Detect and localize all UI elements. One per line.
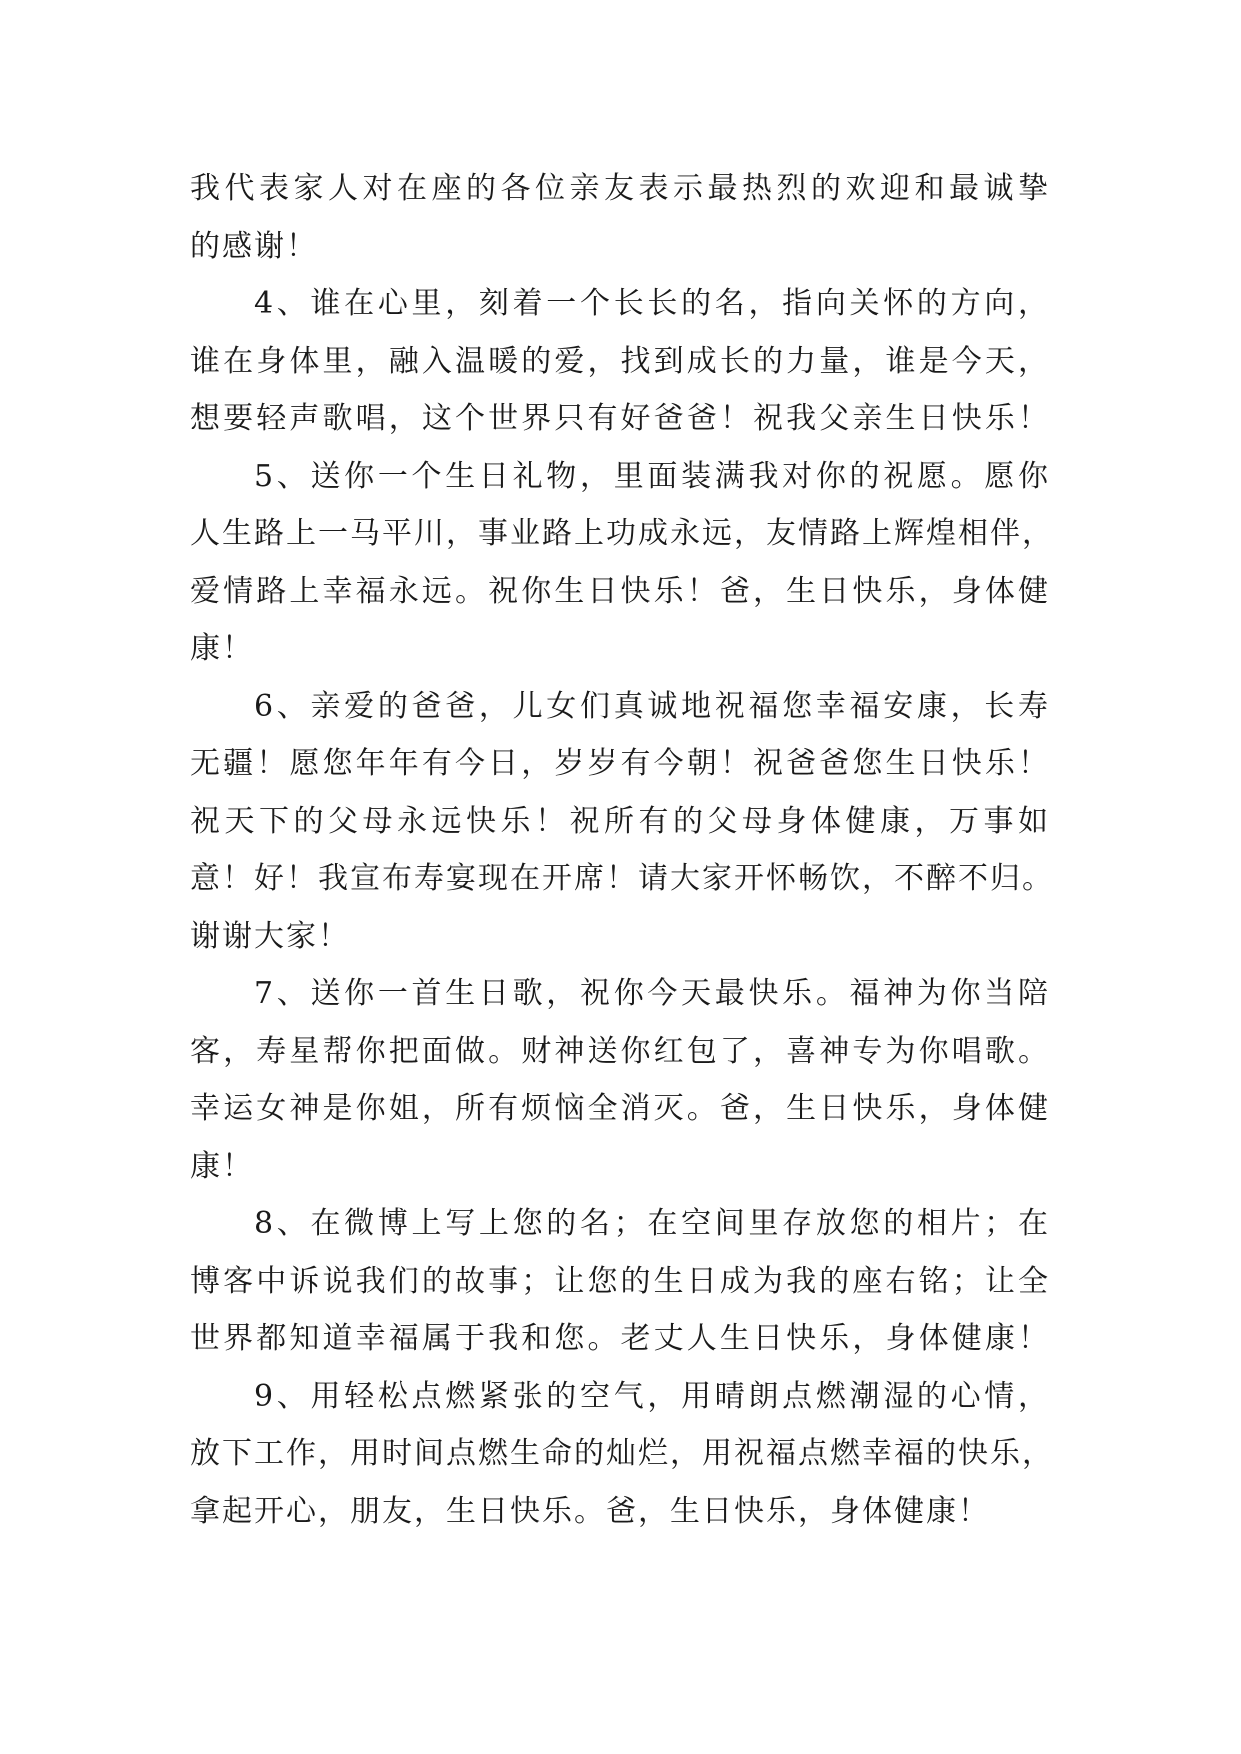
text-line: 康！ <box>190 1148 254 1184</box>
text-line: 放下工作，用时间点燃生命的灿烂，用祝福点燃幸福的快乐， <box>190 1436 1054 1471</box>
text-line: 世界都知道幸福属于我和您。老丈人生日快乐，身体健康！ <box>190 1321 1050 1356</box>
paragraph-first-line: 7、送你一首生日歌，祝你今天最快乐。福神为你当陪 <box>254 976 1050 1011</box>
text-line: 意！好！我宣布寿宴现在开席！请大家开怀畅饮，不醉不归。 <box>190 861 1054 896</box>
text-line: 幸运女神是你姐，所有烦恼全消灭。爸，生日快乐，身体健 <box>190 1091 1050 1126</box>
text-line: 的感谢！ <box>190 228 318 264</box>
text-line: 博客中诉说我们的故事；让您的生日成为我的座右铭；让全 <box>190 1263 1050 1299</box>
paragraph-first-line: 9、用轻松点燃紧张的空气，用晴朗点燃潮湿的心情， <box>254 1378 1050 1414</box>
text-line: 谢谢大家！ <box>190 918 350 954</box>
text-line: 祝天下的父母永远快乐！祝所有的父母身体健康，万事如 <box>190 803 1050 839</box>
paragraph-first-line: 4、谁在心里，刻着一个长长的名，指向关怀的方向， <box>254 286 1050 321</box>
text-line: 我代表家人对在座的各位亲友表示最热烈的欢迎和最诚挚 <box>190 171 1050 206</box>
text-line: 想要轻声歌唱，这个世界只有好爸爸！祝我父亲生日快乐！ <box>190 401 1050 436</box>
document-body <box>190 160 1054 1540</box>
text-line: 爱情路上幸福永远。祝你生日快乐！爸，生日快乐，身体健 <box>190 573 1050 609</box>
text-line: 康！ <box>190 631 254 666</box>
text-line: 谁在身体里，融入温暖的爱，找到成长的力量，谁是今天， <box>190 343 1050 379</box>
paragraph-first-line: 8、在微博上写上您的名；在空间里存放您的相片；在 <box>254 1206 1050 1241</box>
paragraph-first-line: 5、送你一个生日礼物，里面装满我对你的祝愿。愿你 <box>254 458 1050 494</box>
text-line: 客，寿星帮你把面做。财神送你红包了，喜神专为你唱歌。 <box>190 1033 1050 1069</box>
text-line: 拿起开心，朋友，生日快乐。爸，生日快乐，身体健康！ <box>190 1493 990 1529</box>
text-line: 无疆！愿您年年有今日，岁岁有今朝！祝爸爸您生日快乐！ <box>190 746 1050 781</box>
paragraph-first-line: 6、亲爱的爸爸，儿女们真诚地祝福您幸福安康，长寿 <box>254 688 1050 724</box>
text-line: 人生路上一马平川，事业路上功成永远，友情路上辉煌相伴， <box>190 516 1054 551</box>
